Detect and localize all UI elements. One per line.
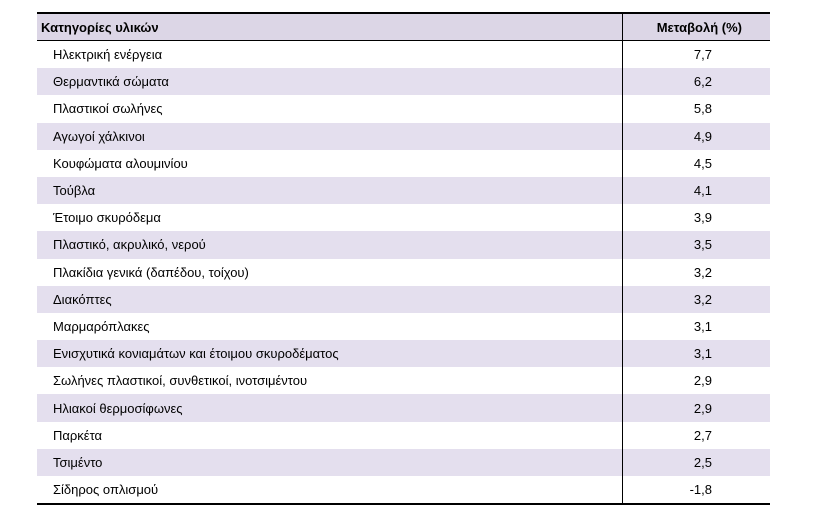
row-change: 4,9: [622, 123, 770, 150]
table-row: [37, 95, 770, 122]
row-change: -1,8: [622, 476, 770, 503]
row-category: Πλακίδια γενικά (δαπέδου, τοίχου): [53, 264, 249, 280]
table-row: [37, 313, 770, 340]
table-row: [37, 286, 770, 313]
table-body: [37, 41, 770, 503]
row-category: Διακόπτες: [53, 291, 112, 307]
table-row: [37, 259, 770, 286]
row-category: Πλαστικοί σωλήνες: [53, 101, 163, 117]
row-change: 2,9: [622, 394, 770, 421]
row-category: Θερμαντικά σώματα: [53, 74, 169, 90]
row-change: 2,7: [622, 422, 770, 449]
table-row: [37, 422, 770, 449]
table-row: [37, 367, 770, 394]
table-row: [37, 476, 770, 503]
materials-table: [37, 12, 770, 505]
row-change: 3,5: [622, 231, 770, 258]
row-category: Ενισχυτικά κονιαμάτων και έτοιμου σκυροδέματος: [53, 346, 339, 362]
header-change: Μεταβολή (%): [622, 14, 770, 40]
row-change: 5,8: [622, 95, 770, 122]
row-category: Σίδηρος οπλισμού: [53, 482, 159, 498]
row-category: Μαρμαρόπλακες: [53, 318, 150, 334]
table-row: [37, 41, 770, 68]
row-change: 3,2: [622, 259, 770, 286]
row-category: Πλαστικό, ακρυλικό, νερού: [53, 237, 206, 253]
row-change: 3,1: [622, 313, 770, 340]
row-category: Τσιμέντο: [53, 454, 103, 470]
row-category: Τούβλα: [53, 183, 96, 199]
table-row: [37, 449, 770, 476]
row-change: 6,2: [622, 68, 770, 95]
row-category: Παρκέτα: [53, 427, 103, 443]
table-row: [37, 177, 770, 204]
row-change: 7,7: [622, 41, 770, 68]
row-change: 4,5: [622, 150, 770, 177]
row-category: Κουφώματα αλουμινίου: [53, 155, 188, 171]
table-header: [37, 14, 770, 41]
row-category: Σωλήνες πλαστικοί, συνθετικοί, ινοτσιμέντου: [53, 373, 308, 389]
table-row: [37, 150, 770, 177]
row-change: 3,9: [622, 204, 770, 231]
table-row: [37, 68, 770, 95]
row-change: 2,5: [622, 449, 770, 476]
table-row: [37, 123, 770, 150]
row-category: Ηλεκτρική ενέργεια: [53, 47, 163, 63]
row-change: 2,9: [622, 367, 770, 394]
table-row: [37, 204, 770, 231]
row-category: Ηλιακοί θερμοσίφωνες: [53, 400, 183, 416]
table-row: [37, 394, 770, 421]
table-row: [37, 340, 770, 367]
row-change: 4,1: [622, 177, 770, 204]
table-row: [37, 231, 770, 258]
row-category: Αγωγοί χάλκινοι: [53, 128, 145, 144]
header-category: Κατηγορίες υλικών: [41, 19, 159, 35]
row-change: 3,2: [622, 286, 770, 313]
row-change: 3,1: [622, 340, 770, 367]
row-category: Έτοιμο σκυρόδεμα: [53, 210, 161, 226]
